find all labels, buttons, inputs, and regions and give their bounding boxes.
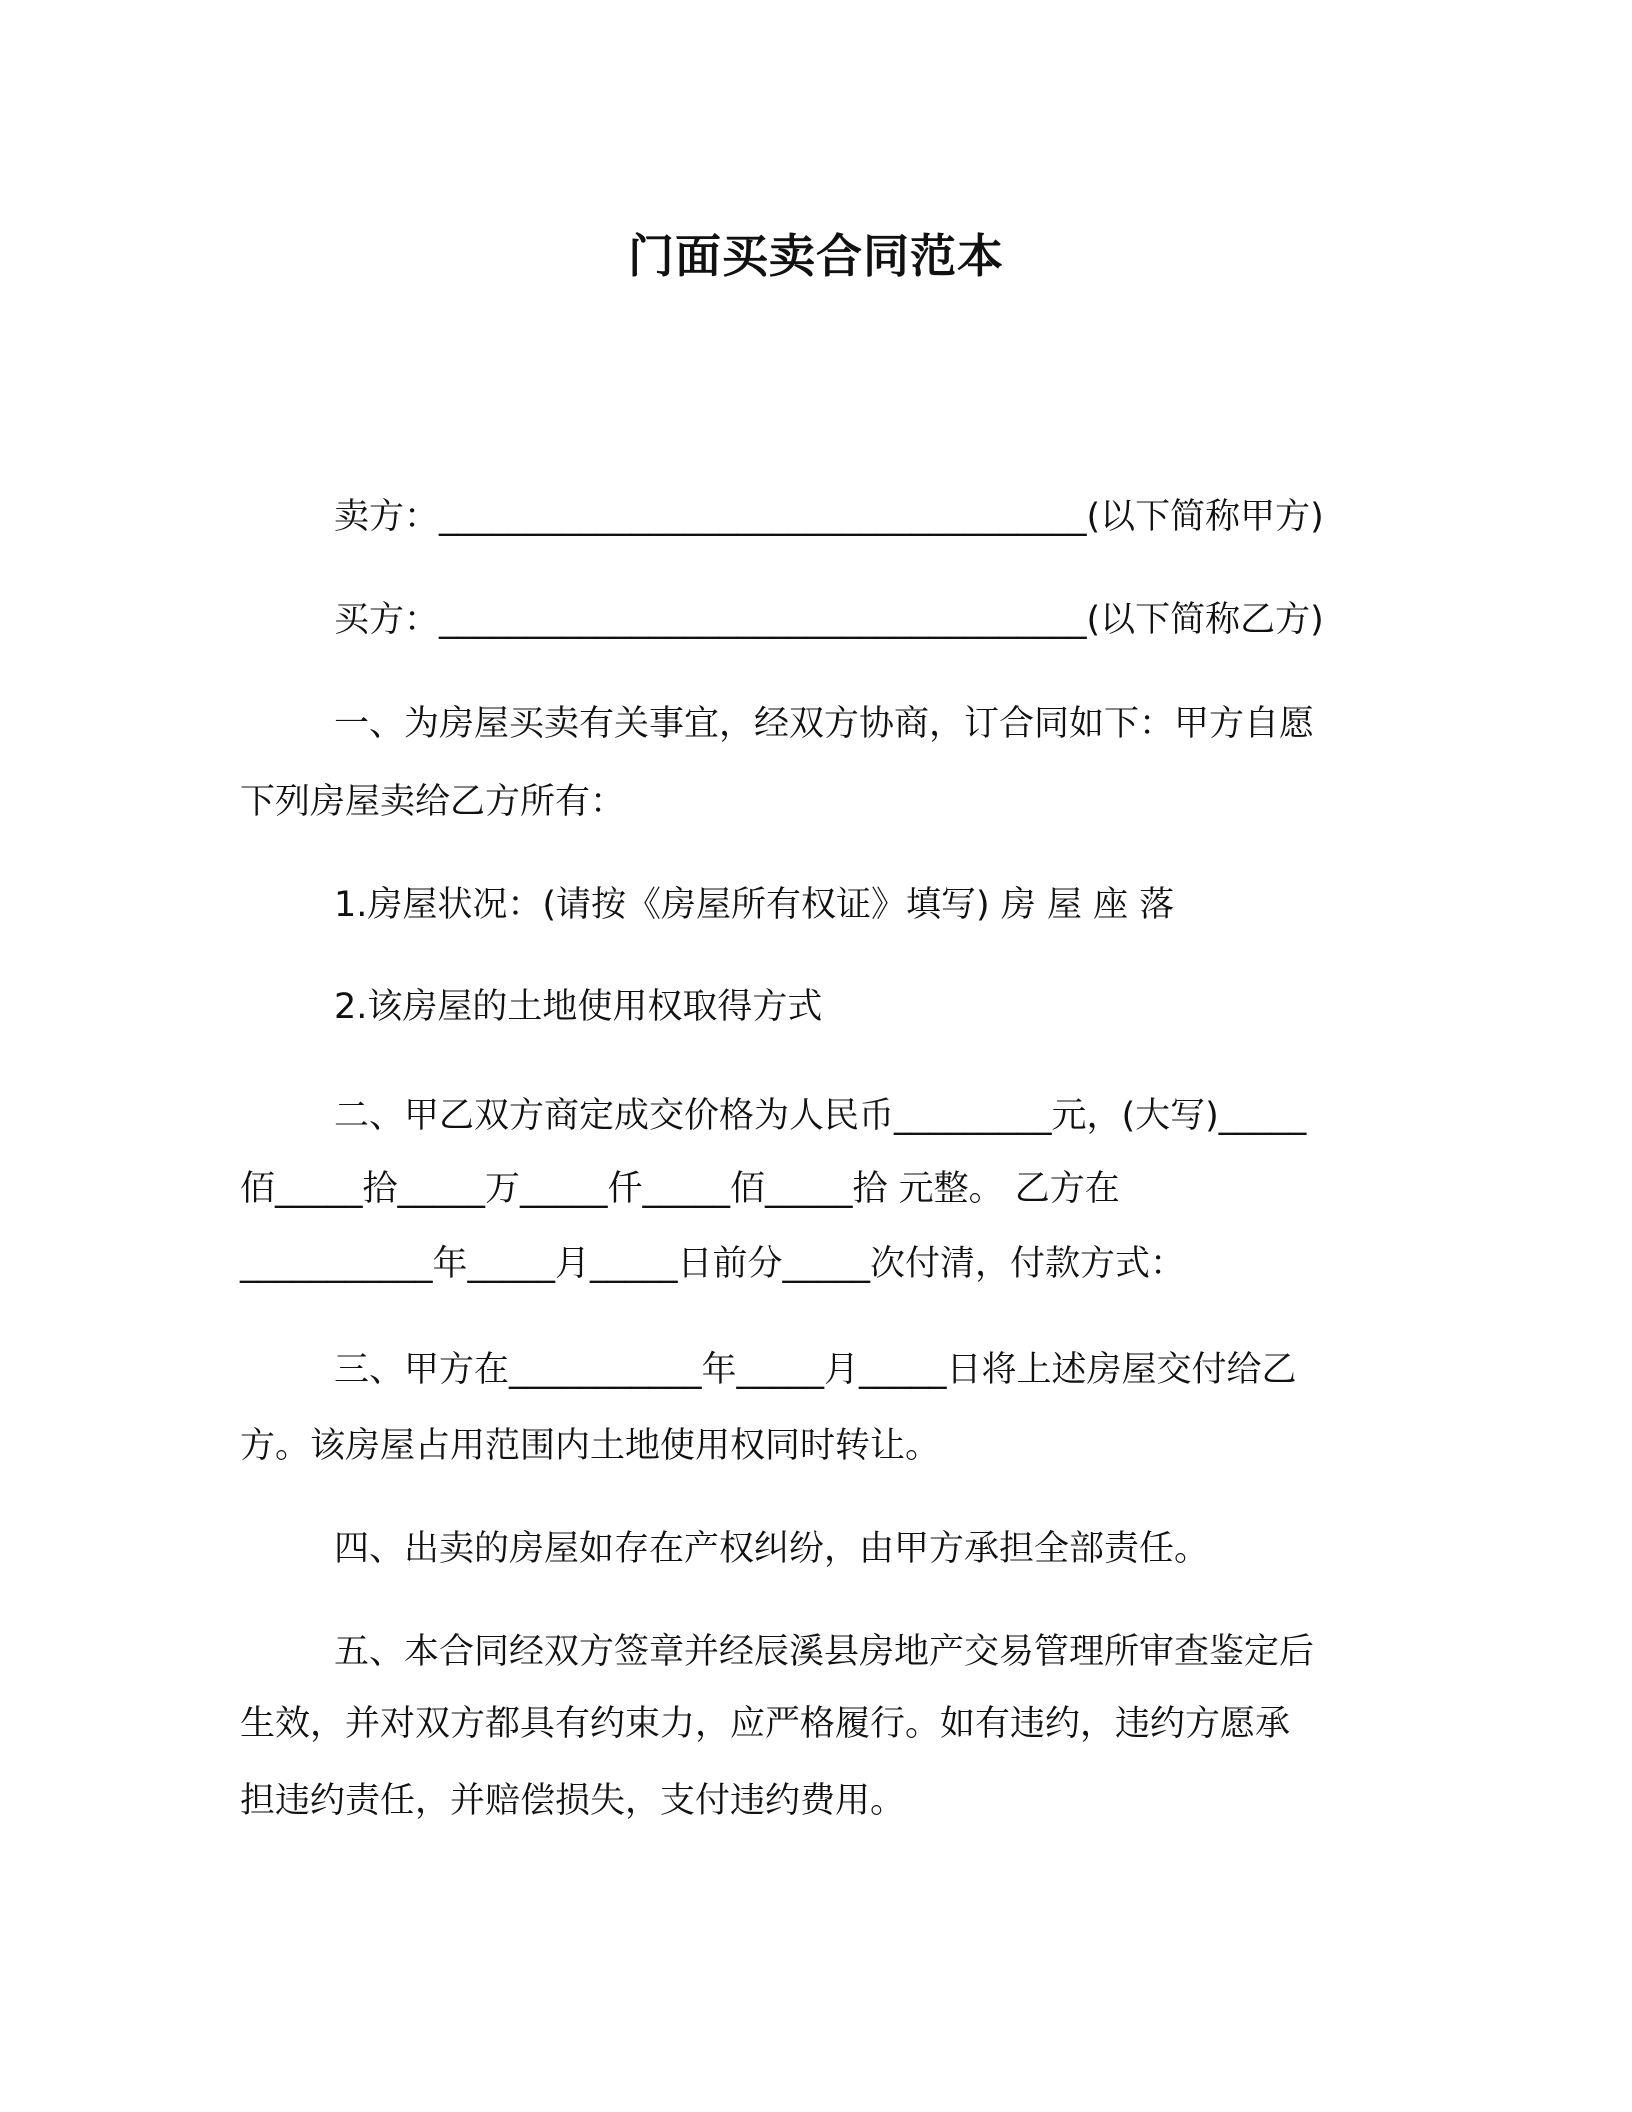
- clause-2-line-2: 佰_____拾_____万_____仟_____佰_____拾 元整。 乙方在: [240, 1169, 1120, 1209]
- clause-2-line-3: ___________年_____月_____日前分_____次付清，付款方式：: [240, 1244, 1186, 1284]
- clause-5-line-3: 担违约责任，并赔偿损失，支付违约费用。: [240, 1781, 906, 1821]
- clause-4-line-1: 四、出卖的房屋如存在产权纠纷，由甲方承担全部责任。: [334, 1529, 1210, 1569]
- clause-1-item-1: 1.房屋状况：(请按《房屋所有权证》填写) 房 屋 座 落: [334, 885, 1175, 925]
- page-title: 门面买卖合同范本: [628, 229, 1004, 283]
- clause-3-line-1: 三、甲方在___________年_____月_____日将上述房屋交付给乙: [334, 1350, 1297, 1390]
- seller-line: 卖方：_____________________________________(以下简称甲方): [334, 497, 1324, 537]
- clause-5-line-2: 生效，并对双方都具有约束力，应严格履行。如有违约，违约方愿承: [240, 1704, 1291, 1744]
- clause-1-line-1: 一、为房屋买卖有关事宜，经双方协商，订合同如下：甲方自愿: [334, 704, 1315, 744]
- clause-5-line-1: 五、本合同经双方签章并经辰溪县房地产交易管理所审查鉴定后: [334, 1632, 1315, 1672]
- clause-2-line-1: 二、甲乙双方商定成交价格为人民币_________元，(大写)_____: [334, 1096, 1307, 1136]
- clause-3-line-2: 方。该房屋占用范围内土地使用权同时转让。: [240, 1426, 941, 1466]
- clause-1-line-2: 下列房屋卖给乙方所有：: [240, 782, 626, 822]
- buyer-line: 买方：_____________________________________(以下简称乙方): [334, 600, 1324, 640]
- clause-1-item-2: 2.该房屋的土地使用权取得方式: [334, 987, 823, 1027]
